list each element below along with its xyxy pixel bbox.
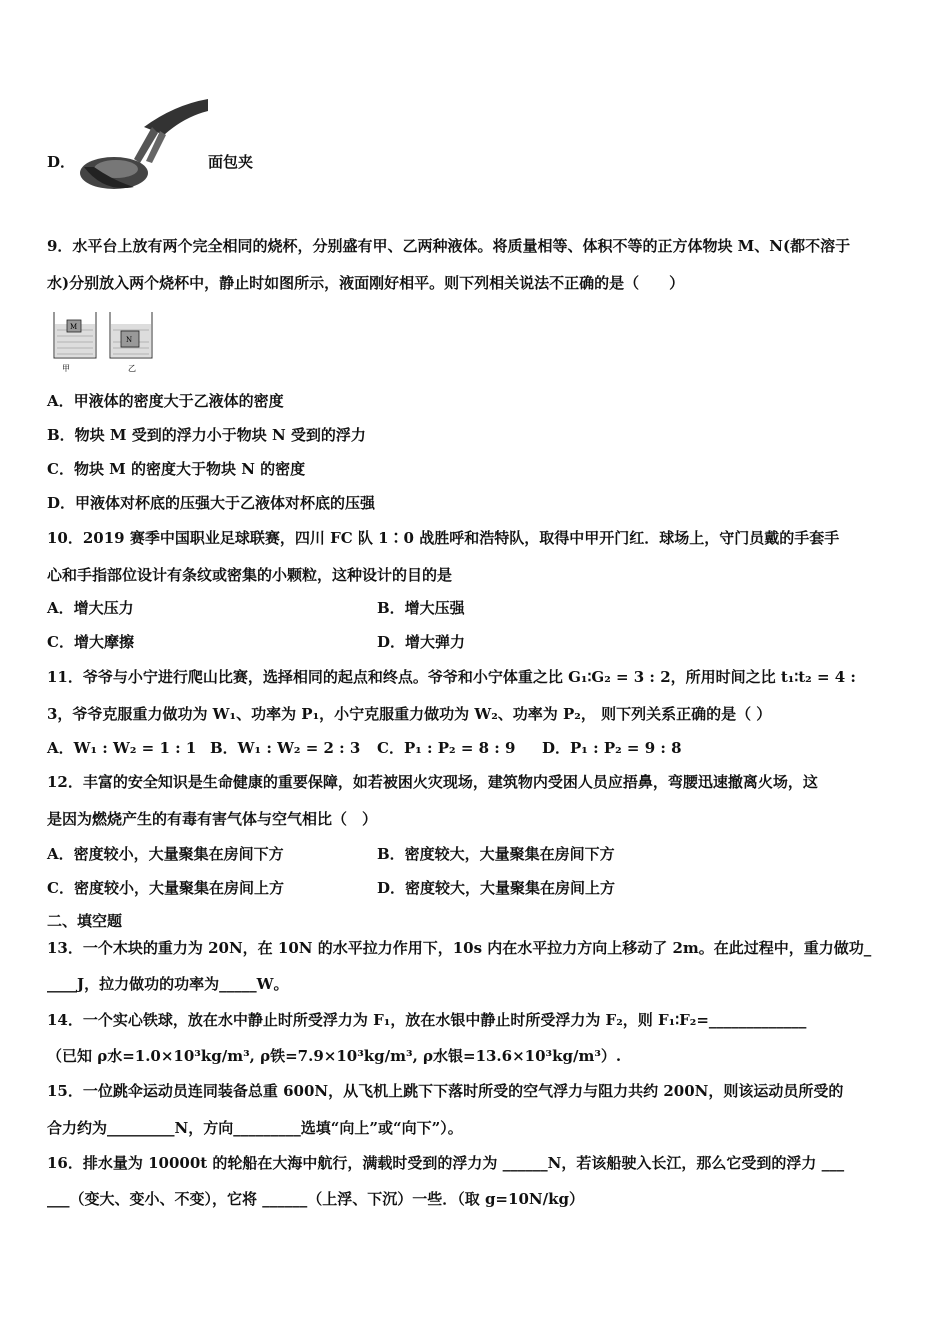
bread-clip-photo xyxy=(74,97,210,197)
q13-line1: 13．一个木块的重力为 20N，在 10N 的水平拉力作用下，10s 内在水平拉力方向上移动了 2m。在此过程中，重力做功_ xyxy=(47,939,872,957)
q12-stem-line2: 是因为燃烧产生的有毒有害气体与空气相比（ ） xyxy=(47,810,378,828)
q10-stem-line1: 10．2019 赛季中国职业足球联赛，四川 FC 队 1∶0 战胜呼和浩特队，取得中甲开门红．球场上，守门员戴的手套手 xyxy=(47,529,840,547)
q11-option-a: A．W₁ : W₂ = 1 : 1 xyxy=(47,739,197,757)
q16-line1: 16．排水量为 10000t 的轮船在大海中航行，满载时受到的浮力为 ______N，若该船驶入长江，那么它受到的浮力 ___ xyxy=(47,1154,845,1172)
q8-option-d-label: D． xyxy=(47,153,76,171)
q13-line2: ____J，拉力做功的功率为_____W。 xyxy=(47,975,289,993)
beakers-figure xyxy=(48,308,158,374)
q10-option-b: B．增大压强 xyxy=(377,599,465,617)
q9-option-a: A．甲液体的密度大于乙液体的密度 xyxy=(47,392,284,410)
q9-stem-line2: 水)分别放入两个烧杯中，静止时如图所示，液面刚好相平。则下列相关说法不正确的是（ ） xyxy=(47,274,685,292)
q14-line2: （已知 ρ水=1.0×10³kg/m³, ρ铁=7.9×10³kg/m³, ρ水银=13.6×10³kg/m³）. xyxy=(47,1047,622,1065)
block-n-label: N xyxy=(126,336,133,344)
q16-line2: ___（变大、变小、不变），它将 ______（上浮、下沉）一些．（取 g=10N/kg） xyxy=(47,1190,584,1208)
q10-option-c: C．增大摩擦 xyxy=(47,633,134,651)
q11-option-c: C．P₁ : P₂ = 8 : 9 xyxy=(377,739,516,757)
section-title-fill-in: 二、填空题 xyxy=(47,912,123,930)
q11-option-b: B．W₁ : W₂ = 2 : 3 xyxy=(210,739,361,757)
q10-option-d: D．增大弹力 xyxy=(377,633,466,651)
beaker-label-jia: 甲 xyxy=(62,364,70,373)
q9-stem-line1: 9．水平台上放有两个完全相同的烧杯，分别盛有甲、乙两种液体。将质量相等、体积不等的正方体物块 M、N(都不溶于 xyxy=(47,237,851,255)
q10-stem-line2: 心和手指部位设计有条纹或密集的小颗粒，这种设计的目的是 xyxy=(47,566,453,584)
q15-line1: 15．一位跳伞运动员连同装备总重 600N，从飞机上跳下下落时所受的空气浮力与阻力共约 200N，则该运动员所受的 xyxy=(47,1082,844,1100)
q9-option-c: C．物块 M 的密度大于物块 N 的密度 xyxy=(47,460,306,478)
q9-option-b: B．物块 M 受到的浮力小于物块 N 受到的浮力 xyxy=(47,426,366,444)
q12-stem-line1: 12．丰富的安全知识是生命健康的重要保障，如若被困火灾现场，建筑物内受困人员应捂鼻，弯腰迅速撤离火场，这 xyxy=(47,773,818,791)
q11-option-d: D．P₁ : P₂ = 9 : 8 xyxy=(542,739,682,757)
q12-option-c: C．密度较小，大量聚集在房间上方 xyxy=(47,879,284,897)
q10-option-a: A．增大压力 xyxy=(47,599,134,617)
q12-option-a: A．密度较小，大量聚集在房间下方 xyxy=(47,845,284,863)
beaker-label-yi: 乙 xyxy=(128,364,136,373)
block-m-label: M xyxy=(70,323,78,331)
q12-option-d: D．密度较大，大量聚集在房间上方 xyxy=(377,879,616,897)
q11-stem-line1: 11．爷爷与小宁进行爬山比赛，选择相同的起点和终点。爷爷和小宁体重之比 G₁∶G₂ = 3 : 2，所用时间之比 t₁∶t₂ = 4 : xyxy=(47,668,856,686)
q11-stem-line2: 3，爷爷克服重力做功为 W₁、功率为 P₁，小宁克服重力做功为 W₂、功率为 P₂， 则下列关系正确的是（ ） xyxy=(47,705,772,723)
q14-line1: 14．一个实心铁球，放在水中静止时所受浮力为 F₁，放在水银中静止时所受浮力为 F₂，则 F₁∶F₂=_____________ xyxy=(47,1011,807,1029)
q12-option-b: B．密度较大，大量聚集在房间下方 xyxy=(377,845,615,863)
q9-option-d: D．甲液体对杯底的压强大于乙液体对杯底的压强 xyxy=(47,494,376,512)
q15-line2: 合力约为_________N，方向_________选填“向上”或“向下”）。 xyxy=(47,1119,463,1137)
q8-option-d-text: 面包夹 xyxy=(208,153,254,171)
